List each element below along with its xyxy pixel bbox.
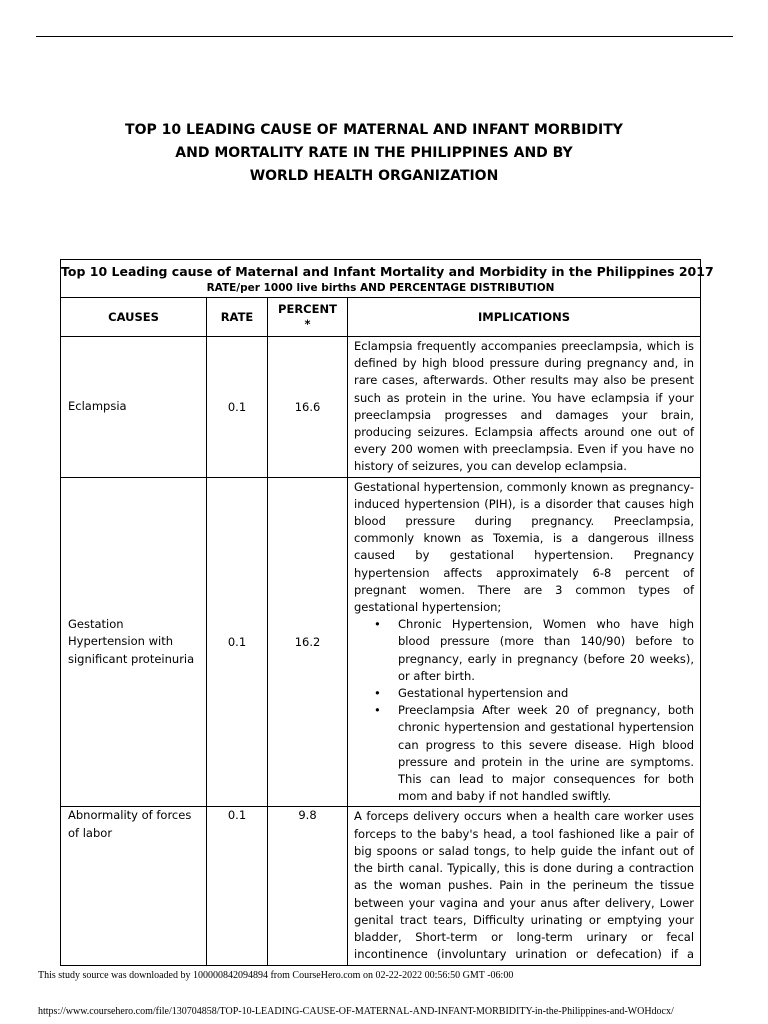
rate-cell: 0.1 [207,477,268,807]
header-implications: IMPLICATIONS [348,298,701,337]
implication-cell [348,807,701,966]
header-causes: CAUSES [61,298,207,337]
title-line-3: WORLD HEALTH ORGANIZATION [249,168,499,184]
bullet-icon: • [374,686,381,701]
page-title [60,119,688,188]
list-item [374,616,695,685]
implication-cell [348,477,701,807]
header-percent [268,298,348,337]
rate-cell: 0.1 [207,807,268,966]
table-row [61,807,701,966]
download-source-notice: This study source was downloaded by 100000842094894 from CourseHero.com on 02-22-2022 00:56:50 GMT -06:00 [38,970,514,981]
header-percent-label: PERCENT [278,302,337,316]
implication-clip [354,808,694,964]
implication-cell [348,337,701,478]
percent-cell: 16.6 [268,337,348,478]
table-caption-row [61,260,701,298]
header-percent-note: * [304,317,311,331]
table-caption-title: Top 10 Leading cause of Maternal and Infant Mortality and Morbidity in the Philippines 2017 [61,263,714,279]
list-item [374,685,694,702]
percent-cell: 16.2 [268,477,348,807]
table-caption [61,260,714,298]
cause-cell: Gestation Hypertension with significant proteinuria [61,477,207,807]
percent-cell: 9.8 [268,807,348,966]
implication-text: Gestational hypertension, commonly known as pregnancy-induced hypertension (PIH), is a disorder that causes high blood pressure during pregnancy. Preeclampsia, commonly known as Toxemia, is a dangerous illness caused by gestational hypertension. Pregnancy hypertension affects approximately 6-8 percent of pregnant women. There are 3 common types of gestational hypertension; [354,479,695,615]
header-rate: RATE [207,298,268,337]
hypertension-types-list [354,616,694,805]
cause-cell: Abnormality of forces of labor [61,807,207,966]
table-caption-subtitle: RATE/per 1000 live births AND PERCENTAGE DISTRIBUTION [206,281,555,294]
source-url: https://www.coursehero.com/file/130704858/TOP-10-LEADING-CAUSE-OF-MATERNAL-AND-INFANT-MORBIDITY-in-the-Philippines-and-WOHdocx/ [38,1006,674,1017]
causes-table [60,259,714,966]
list-item [374,702,695,805]
cause-cell: Eclampsia [61,337,207,478]
table-header-row [61,298,701,337]
implication-text: Eclampsia frequently accompanies preeclampsia, which is defined by high blood pressure during pregnancy and, in rare cases, afterwards. Other results may also be present such as protein in the urine. You have eclampsia if your preeclampsia progresses and damages your brain, producing seizures. Eclampsia affects around one out of every 200 women with preeclampsia. Even if you have no history of seizures, you can develop eclampsia. [354,339,695,474]
table-row [61,477,701,807]
list-item-text: Preeclampsia After week 20 of pregnancy, both chronic hypertension and gestational hypertension can progress to this severe disease. High blood pressure and protein in the urine are symptoms. This can lead to major consequences for both mom and baby if not handled swiftly. [398,703,695,804]
top-divider [36,36,733,37]
bullet-icon: • [374,703,381,718]
list-item-text: Chronic Hypertension, Women who have high blood pressure (more than 140/90) before to pregnancy, early in pregnancy (before 20 weeks), or after birth. [398,617,695,683]
bullet-icon: • [374,617,381,632]
title-line-1: TOP 10 LEADING CAUSE OF MATERNAL AND INFANT MORBIDITY [125,122,623,138]
rate-cell: 0.1 [207,337,268,478]
implication-text: A forceps delivery occurs when a health care worker uses forceps to the baby's head, a tool fashioned like a pair of big spoons or salad tongs, to help guide the infant out of the birth canal. Typically, this is done during a contraction as the woman pushes. Pain in the perineum the tissue between your vagina and your anus after delivery, Lower genital tract tears, Difficulty urinating or emptying your bladder, Short-term or long-term urinary or fecal incontinence (involuntary urination or defecation) if a [354,809,695,962]
title-line-2: AND MORTALITY RATE IN THE PHILIPPINES AND BY [175,145,573,161]
table-row [61,337,701,478]
list-item-text: Gestational hypertension and [398,686,569,701]
